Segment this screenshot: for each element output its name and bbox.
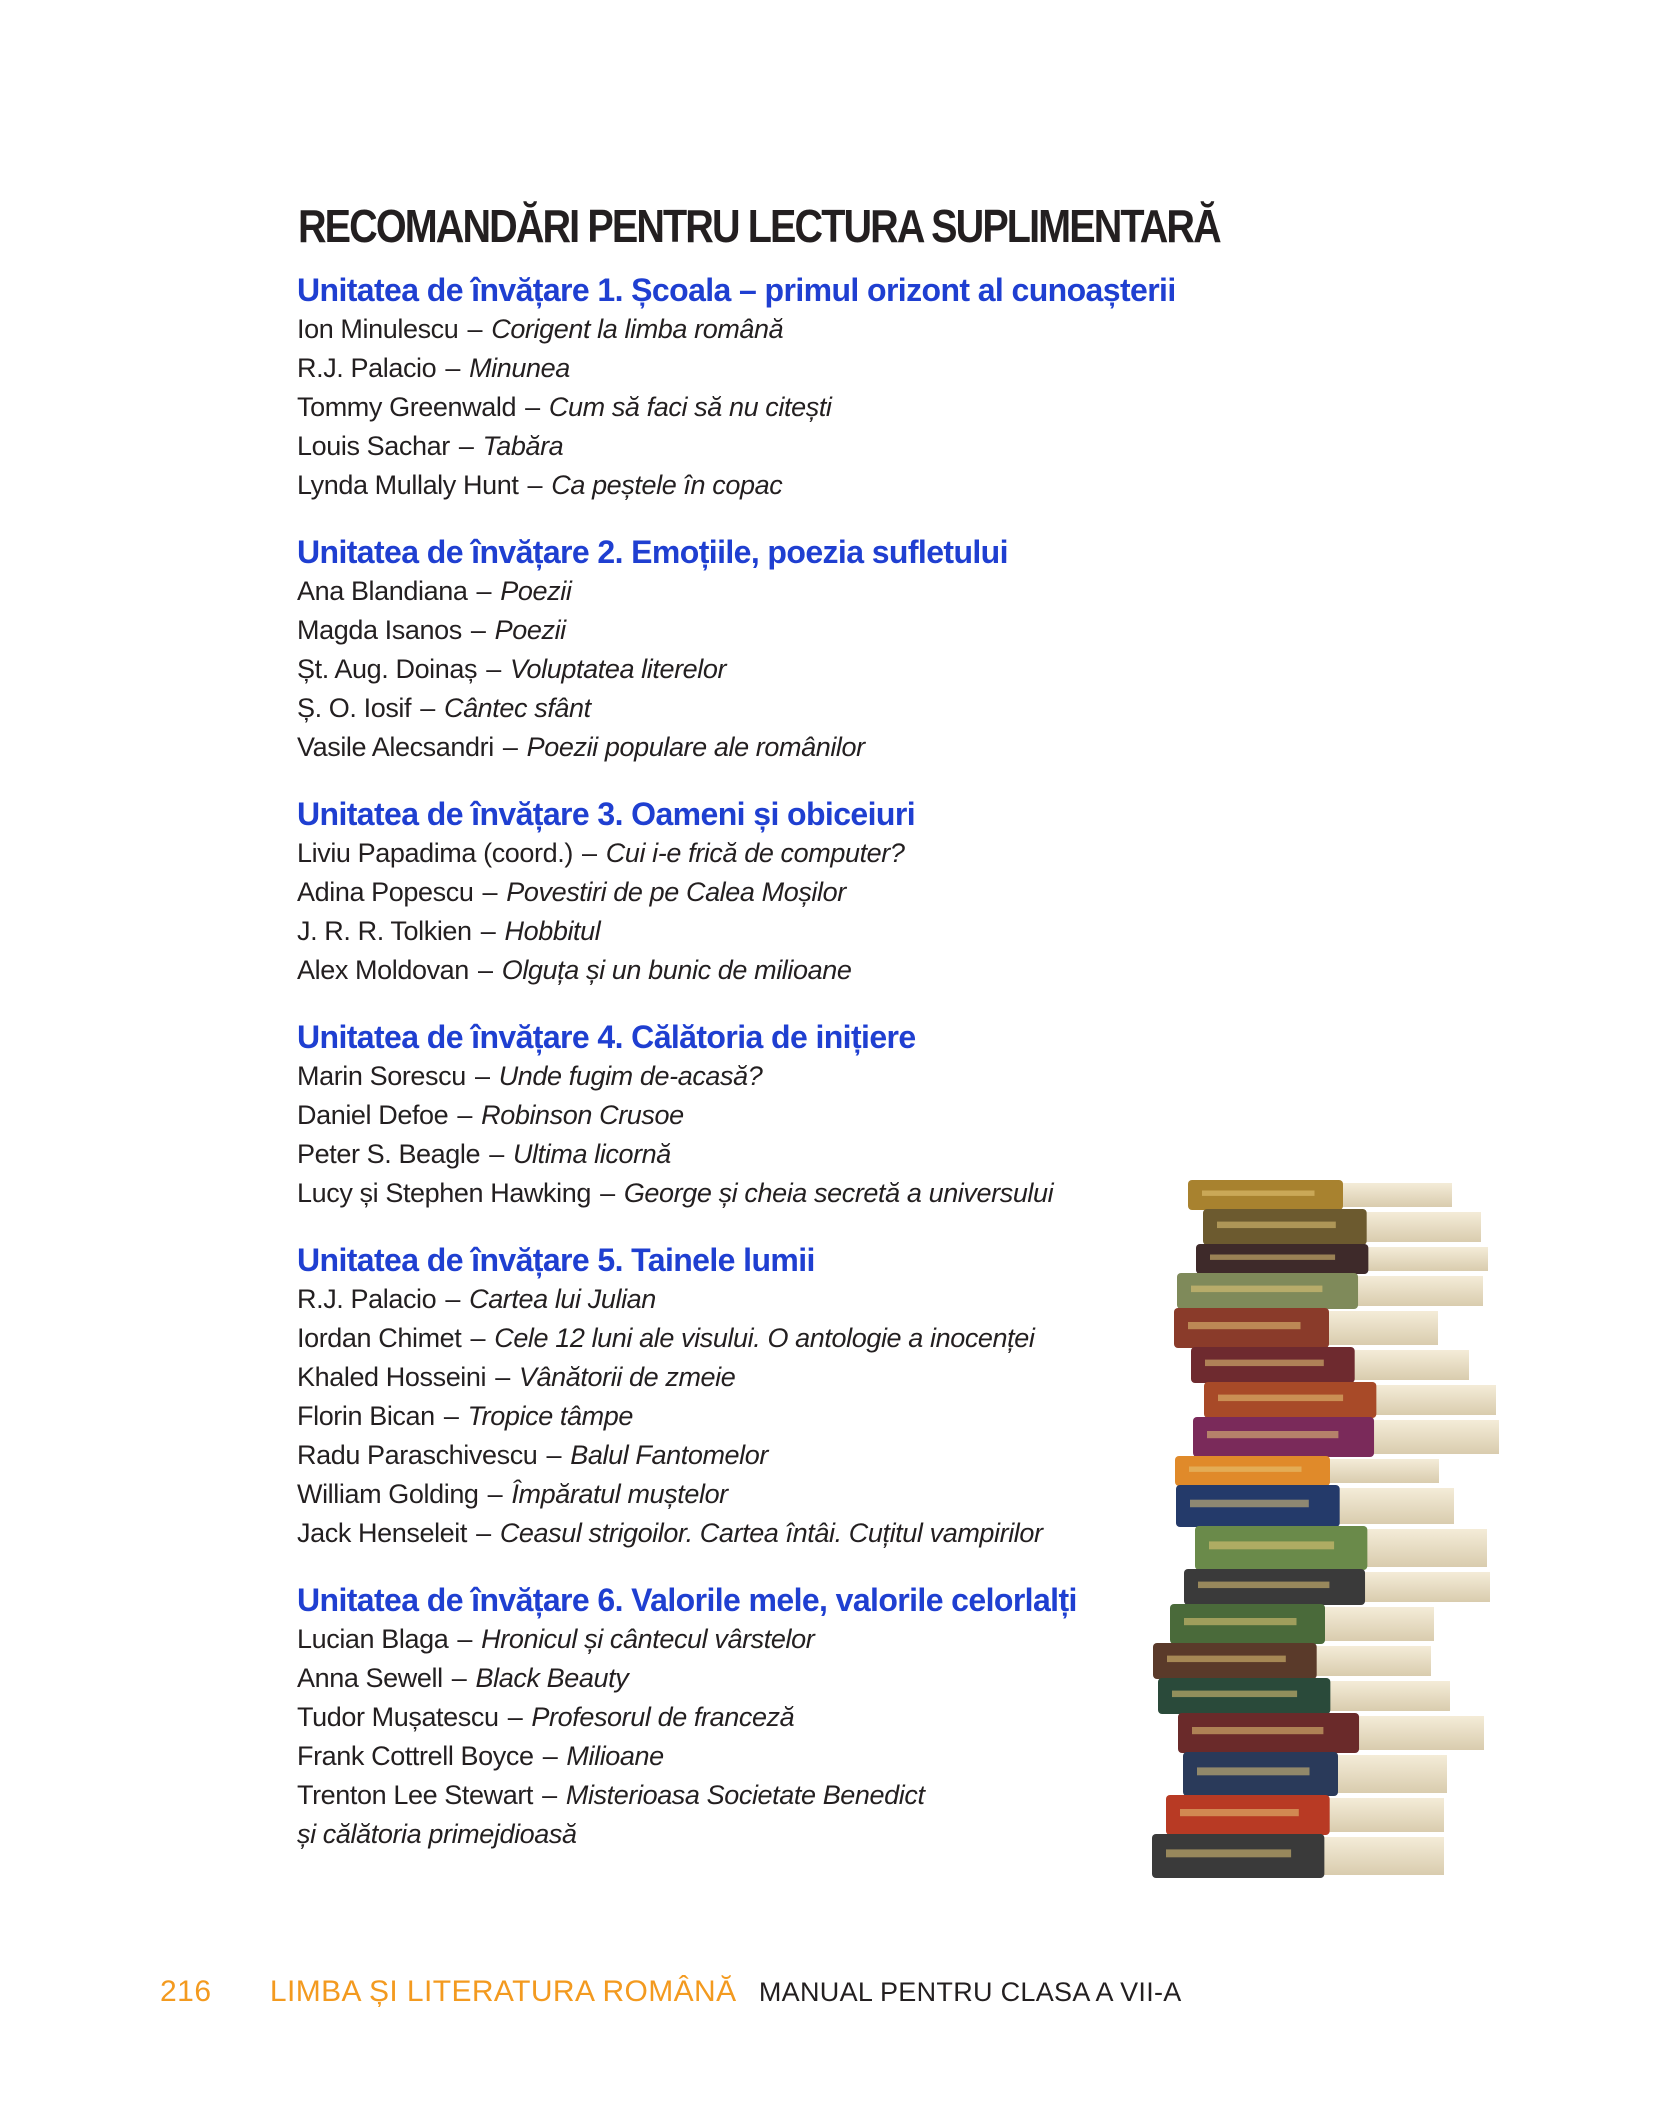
list-item: Marin Sorescu – Unde fugim de-acasă?	[297, 1061, 763, 1091]
book-author: R.J. Palacio	[297, 1284, 437, 1314]
list-item: Ion Minulescu – Corigent la limba română	[297, 314, 784, 344]
list-item: Louis Sachar – Tabăra	[297, 431, 564, 461]
book-spine-band	[1210, 1255, 1335, 1260]
book-author: Lucian Blaga	[297, 1624, 449, 1654]
list-item: Florin Bican – Tropice tâmpe	[297, 1401, 633, 1431]
list-item-continuation	[297, 1815, 1197, 1854]
book-title: Cele 12 luni ale visului. O antologie a inocenței	[494, 1323, 1035, 1353]
book-spine-band	[1188, 1322, 1301, 1329]
list-item: Lucian Blaga – Hronicul și cântecul vârstelor	[297, 1624, 815, 1654]
book-title: Unde fugim de-acasă?	[498, 1061, 763, 1091]
book-author: Șt. Aug. Doinaș	[297, 654, 478, 684]
unit-heading: Unitatea de învățare 2. Emoțiile, poezia sufletului	[297, 534, 1008, 570]
list-item: Adina Popescu – Povestiri de pe Calea Moșilor	[297, 877, 846, 907]
page-title: RECOMANDĂRI PENTRU LECTURA SUPLIMENTARĂ	[298, 199, 1220, 252]
book-author: Tommy Greenwald	[297, 392, 517, 422]
list-item: Jack Henseleit – Ceasul strigoilor. Cartea întâi. Cuțitul vampirilor	[297, 1518, 1043, 1548]
list-item: Vasile Alecsandri – Poezii populare ale românilor	[297, 732, 865, 762]
list-item: R.J. Palacio – Minunea	[297, 353, 570, 383]
book-spine-band	[1218, 1395, 1343, 1401]
book-author: Iordan Chimet	[297, 1323, 462, 1353]
book-title-continued: și călătoria primejdioasă	[297, 1819, 577, 1849]
book-title: Milioane	[566, 1741, 664, 1771]
unit-3-section	[297, 794, 1197, 990]
list-item: Frank Cottrell Boyce – Milioane	[297, 1741, 664, 1771]
book-author: Adina Popescu	[297, 877, 474, 907]
book-author: R.J. Palacio	[297, 353, 437, 383]
book-author: Anna Sewell	[297, 1663, 443, 1693]
book-author: Ș. O. Iosif	[297, 693, 412, 723]
book-author: Florin Bican	[297, 1401, 435, 1431]
unit-5-section	[297, 1240, 1197, 1553]
book-author: Tudor Mușatescu	[297, 1702, 499, 1732]
book-title: Poezii	[500, 576, 572, 606]
book-title: Profesorul de franceză	[531, 1702, 795, 1732]
list-item: Ș. O. Iosif – Cântec sfânt	[297, 693, 591, 723]
page-number: 216	[160, 1975, 212, 2008]
unit-1-section	[297, 270, 1197, 505]
book-title: Black Beauty	[475, 1663, 629, 1693]
book-title: Hobbitul	[504, 916, 601, 946]
unit-heading: Unitatea de învățare 3. Oameni și obiceiuri	[297, 796, 915, 832]
book-title: Olguța și un bunic de milioane	[501, 955, 852, 985]
book-stack-illustration	[1148, 1180, 1568, 1970]
list-item: Peter S. Beagle – Ultima licornă	[297, 1139, 671, 1169]
book-title: Ultima licornă	[512, 1139, 671, 1169]
book-author: Ana Blandiana	[297, 576, 468, 606]
book-author: Lucy și Stephen Hawking	[297, 1178, 591, 1208]
book-author: William Golding	[297, 1479, 479, 1509]
book-author: Peter S. Beagle	[297, 1139, 481, 1169]
book-spine-band	[1180, 1809, 1299, 1816]
list-item: Lucy și Stephen Hawking – George și cheia secretă a universului	[297, 1178, 1054, 1208]
book-author: Daniel Defoe	[297, 1100, 449, 1130]
unit-4-section	[297, 1017, 1197, 1213]
book-author: Trenton Lee Stewart	[297, 1780, 534, 1810]
book-title: Tabăra	[482, 431, 564, 461]
book-title: Cartea lui Julian	[469, 1284, 656, 1314]
list-item: Liviu Papadima (coord.) – Cui i-e frică de computer?	[297, 838, 905, 868]
book-title: Cui i-e frică de computer?	[605, 838, 905, 868]
unit-heading: Unitatea de învățare 1. Școala – primul orizont al cunoașterii	[297, 272, 1176, 308]
list-item: Anna Sewell – Black Beauty	[297, 1663, 629, 1693]
book-author: Alex Moldovan	[297, 955, 469, 985]
book-author: Louis Sachar	[297, 431, 450, 461]
book-name: LIMBA ȘI LITERATURA ROMÂNĂ	[269, 1975, 737, 2008]
book-spine-band	[1172, 1691, 1297, 1697]
list-item: Trenton Lee Stewart – Misterioasa Societate Benedict	[297, 1780, 925, 1810]
book-spine-band	[1192, 1727, 1323, 1734]
book-spine-band	[1202, 1191, 1315, 1196]
book-title: George și cheia secretă a universului	[623, 1178, 1054, 1208]
book-title: Voluptatea literelor	[509, 654, 727, 684]
book-title: Balul Fantomelor	[570, 1440, 768, 1470]
book-spine-band	[1197, 1767, 1310, 1775]
book-author: Jack Henseleit	[297, 1518, 467, 1548]
list-item: Radu Paraschivescu – Balul Fantomelor	[297, 1440, 768, 1470]
book-author: Ion Minulescu	[297, 314, 459, 344]
book-title: Cum să faci să nu citești	[548, 392, 832, 422]
unit-6-section	[297, 1580, 1197, 1854]
unit-2-section	[297, 532, 1197, 767]
book-title: Ca peștele în copac	[551, 470, 783, 500]
list-item: R.J. Palacio – Cartea lui Julian	[297, 1284, 656, 1314]
book-title: Robinson Crusoe	[481, 1100, 684, 1130]
list-item: J. R. R. Tolkien – Hobbitul	[297, 916, 601, 946]
book-title: Vânătorii de zmeie	[518, 1362, 736, 1392]
book-title: Ceasul strigoilor. Cartea întâi. Cuțitul vampirilor	[499, 1518, 1043, 1548]
page-footer	[160, 1972, 1182, 2012]
book-spine-band	[1207, 1431, 1338, 1438]
book-spine-band	[1191, 1286, 1322, 1292]
list-item: Lynda Mullaly Hunt – Ca peștele în copac	[297, 470, 783, 500]
book-author: Khaled Hosseini	[297, 1362, 487, 1392]
book-author: Radu Paraschivescu	[297, 1440, 538, 1470]
book-spine-band	[1166, 1849, 1291, 1857]
book-author: Magda Isanos	[297, 615, 462, 645]
book-title: Poezii populare ale românilor	[526, 732, 865, 762]
book-title: Poezii	[494, 615, 566, 645]
list-item: Tommy Greenwald – Cum să faci să nu citești	[297, 392, 832, 422]
book-author: J. R. R. Tolkien	[297, 916, 472, 946]
book-author: Frank Cottrell Boyce	[297, 1741, 534, 1771]
list-item: Khaled Hosseini – Vânătorii de zmeie	[297, 1362, 736, 1392]
list-item: Șt. Aug. Doinaș – Voluptatea literelor	[297, 654, 727, 684]
book-author: Marin Sorescu	[297, 1061, 466, 1091]
book-title: Misterioasa Societate Benedict	[565, 1780, 925, 1810]
manual-label: MANUAL PENTRU CLASA A VII-A	[758, 1977, 1182, 2007]
list-item: Tudor Mușatescu – Profesorul de franceză	[297, 1702, 795, 1732]
book-spine-band	[1190, 1500, 1309, 1508]
list-item: Magda Isanos – Poezii	[297, 615, 566, 645]
reading-list	[297, 270, 1197, 1881]
book-author: Vasile Alecsandri	[297, 732, 494, 762]
book-author: Lynda Mullaly Hunt	[297, 470, 519, 500]
book-spine-band	[1184, 1618, 1297, 1625]
book-title: Hronicul și cântecul vârstelor	[481, 1624, 815, 1654]
list-item: Daniel Defoe – Robinson Crusoe	[297, 1100, 684, 1130]
book-title: Povestiri de pe Calea Moșilor	[506, 877, 846, 907]
book-spine-band	[1189, 1467, 1302, 1472]
book-title: Cântec sfânt	[443, 693, 591, 723]
unit-heading: Unitatea de învățare 5. Tainele lumii	[297, 1242, 815, 1278]
book-title: Corigent la limba română	[491, 314, 784, 344]
unit-heading: Unitatea de învățare 6. Valorile mele, valorile celorlalți	[297, 1582, 1077, 1618]
list-item: Ana Blandiana – Poezii	[297, 576, 572, 606]
book-title: Împăratul muștelor	[511, 1479, 728, 1509]
book-spine-band	[1209, 1541, 1334, 1549]
list-item: Iordan Chimet – Cele 12 luni ale visului. O antologie a inocenței	[297, 1323, 1035, 1353]
book-author: Liviu Papadima (coord.)	[297, 838, 573, 868]
list-item: Alex Moldovan – Olguța și un bunic de milioane	[297, 955, 852, 985]
book-spine-band	[1217, 1222, 1336, 1228]
book-spine-band	[1198, 1582, 1329, 1588]
book-spine-band	[1205, 1360, 1324, 1366]
book-title: Minunea	[469, 353, 570, 383]
book-title: Tropice tâmpe	[467, 1401, 633, 1431]
book-spine-band	[1167, 1656, 1286, 1662]
unit-heading: Unitatea de învățare 4. Călătoria de inițiere	[297, 1019, 916, 1055]
list-item: William Golding – Împăratul muștelor	[297, 1479, 728, 1509]
